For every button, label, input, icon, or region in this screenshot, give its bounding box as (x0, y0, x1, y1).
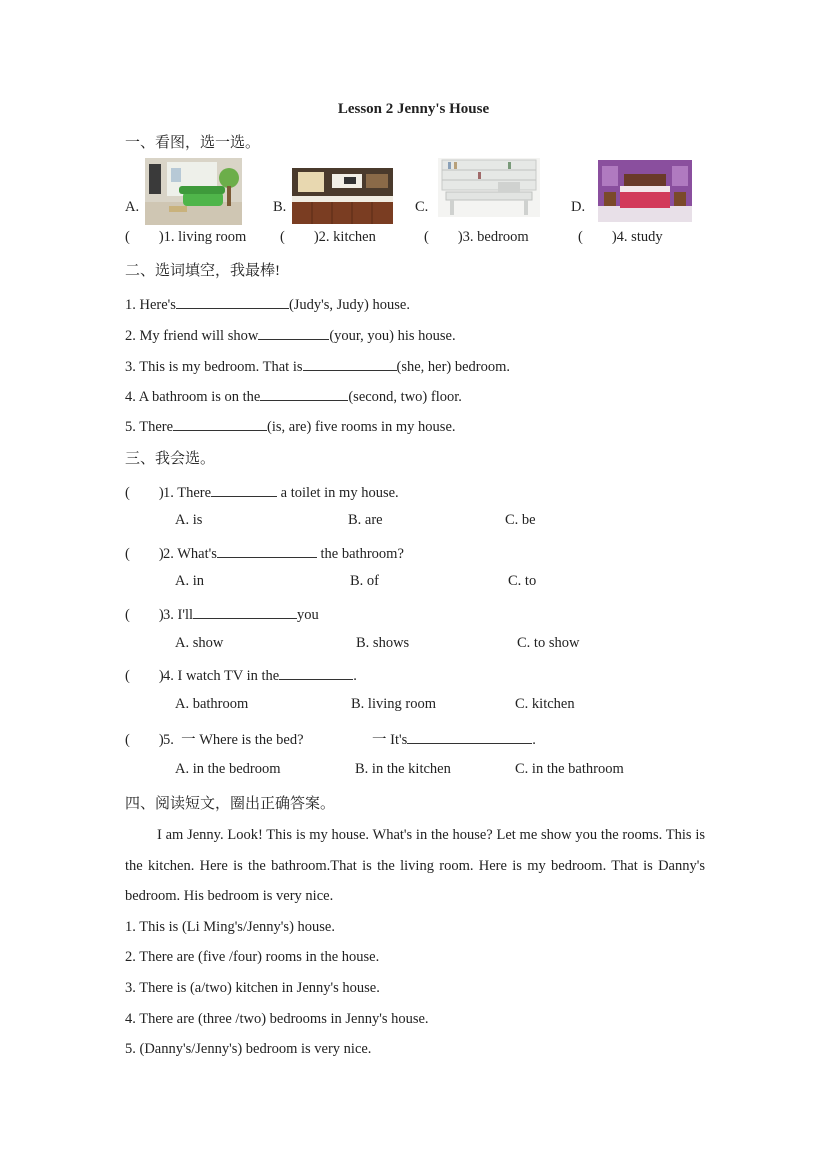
answer-paren[interactable]: ( ) (424, 229, 463, 245)
item-label: 3. bedroom (462, 229, 529, 245)
part3-question-3 (125, 604, 319, 624)
option-a[interactable]: A. in (175, 573, 204, 589)
part2-heading: 二、选词填空，我最棒! (125, 263, 280, 279)
item-label: 2. kitchen (318, 229, 376, 245)
part3-question-5 (125, 728, 304, 749)
part3-question-1 (125, 482, 399, 502)
question-text: 一 It's (372, 732, 408, 748)
question-text: 1. There (163, 485, 212, 501)
answer-paren[interactable]: ( ) (125, 229, 164, 245)
item-text: 5. There (125, 419, 174, 435)
study-picture (438, 158, 540, 217)
part2-item-4 (125, 386, 462, 406)
part2-item-3 (125, 356, 510, 376)
item-text: (she, her) bedroom. (396, 359, 511, 375)
fill-blank[interactable] (173, 416, 267, 431)
option-a[interactable]: A. in the bedroom (175, 761, 281, 777)
part2-item-1 (125, 294, 410, 314)
fill-blank[interactable] (211, 482, 277, 497)
part4-item-3[interactable]: 3. There is (a/two) kitchen in Jenny's house. (125, 980, 380, 996)
item-text: (Judy's, Judy) house. (288, 297, 410, 313)
question-text: a toilet in my house. (277, 485, 399, 501)
fill-blank[interactable] (279, 665, 353, 680)
part4-item-5[interactable]: 5. (Danny's/Jenny's) bedroom is very nice. (125, 1041, 372, 1057)
question-text: the bathroom? (316, 546, 404, 562)
fill-blank[interactable] (407, 729, 532, 744)
option-c[interactable]: C. to (508, 573, 537, 589)
option-a[interactable]: A. bathroom (175, 696, 249, 712)
picture-label-c: C. (415, 199, 429, 215)
option-a[interactable]: A. is (175, 512, 203, 528)
part4-item-1[interactable]: 1. This is (Li Ming's/Jenny's) house. (125, 919, 335, 935)
fill-blank[interactable] (303, 356, 397, 371)
question-text: you (297, 607, 319, 623)
item-label: 1. living room (163, 229, 247, 245)
item-label: 4. study (616, 229, 663, 245)
part2-item-5 (125, 416, 456, 436)
answer-paren[interactable]: ( ) (125, 546, 164, 562)
kitchen-picture (292, 168, 393, 224)
item-text: 4. A bathroom is on the (125, 389, 261, 405)
answer-paren[interactable]: ( ) (125, 732, 164, 748)
living-room-picture (145, 158, 242, 225)
answer-paren[interactable]: ( ) (125, 485, 164, 501)
picture-label-a: A. (125, 199, 140, 215)
fill-blank[interactable] (193, 604, 297, 619)
option-c[interactable]: C. to show (517, 635, 580, 651)
option-b[interactable]: B. in the kitchen (355, 761, 451, 777)
answer-paren[interactable]: ( ) (125, 668, 164, 684)
item-text: (second, two) floor. (348, 389, 462, 405)
bedroom-picture (598, 160, 692, 222)
picture-label-b: B. (273, 199, 287, 215)
question-text: 4. I watch TV in the (163, 668, 280, 684)
item-text: 1. Here's (125, 297, 176, 313)
part4-heading: 四、阅读短文，圈出正确答案。 (125, 796, 336, 812)
option-c[interactable]: C. in the bathroom (515, 761, 624, 777)
item-text: (your, you) his house. (329, 328, 456, 344)
item-text: 2. My friend will show (125, 328, 259, 344)
part1-heading: 一、看图，选一选。 (125, 135, 261, 151)
picture-label-d: D. (571, 199, 586, 215)
part4-item-4[interactable]: 4. There are (three /two) bedrooms in Jenny's house. (125, 1011, 429, 1027)
part3-heading: 三、我会选。 (125, 451, 216, 467)
part1-item-3 (424, 229, 529, 246)
option-b[interactable]: B. of (350, 573, 379, 589)
fill-blank[interactable] (217, 543, 317, 558)
part4-item-2[interactable]: 2. There are (five /four) rooms in the house. (125, 949, 380, 965)
part3-question-2 (125, 543, 404, 563)
question-text: 3. I'll (163, 607, 193, 623)
option-c[interactable]: C. kitchen (515, 696, 575, 712)
answer-paren[interactable]: ( ) (280, 229, 319, 245)
option-b[interactable]: B. are (348, 512, 383, 528)
item-text: (is, are) five rooms in my house. (267, 419, 456, 435)
part1-item-1 (125, 229, 246, 246)
part1-item-2 (280, 229, 376, 246)
page-title: Lesson 2 Jenny's House (337, 101, 490, 117)
fill-blank[interactable] (176, 294, 289, 309)
part2-item-2 (125, 325, 456, 345)
option-c[interactable]: C. be (505, 512, 536, 528)
question-text: . (532, 732, 536, 748)
answer-paren[interactable]: ( ) (578, 229, 617, 245)
part3-question-5-answer (372, 728, 536, 749)
option-a[interactable]: A. show (175, 635, 224, 651)
option-b[interactable]: B. living room (351, 696, 436, 712)
reading-passage: I am Jenny. Look! This is my house. What's in the house? Let me show you the rooms. This is the kitchen. Here is the bathroom.That is the living room. Here is my bedroom. That is Danny's bedroom. His bedroom is very nice. (125, 827, 705, 904)
fill-blank[interactable] (260, 386, 348, 401)
part1-item-4 (578, 229, 663, 246)
part3-question-4 (125, 665, 357, 685)
question-text: 5. 一 Where is the bed? (163, 732, 304, 748)
answer-paren[interactable]: ( ) (125, 607, 164, 623)
question-text: . (353, 668, 357, 684)
fill-blank[interactable] (258, 325, 329, 340)
question-text: 2. What's (163, 546, 217, 562)
option-b[interactable]: B. shows (356, 635, 410, 651)
item-text: 3. This is my bedroom. That is (125, 359, 303, 375)
